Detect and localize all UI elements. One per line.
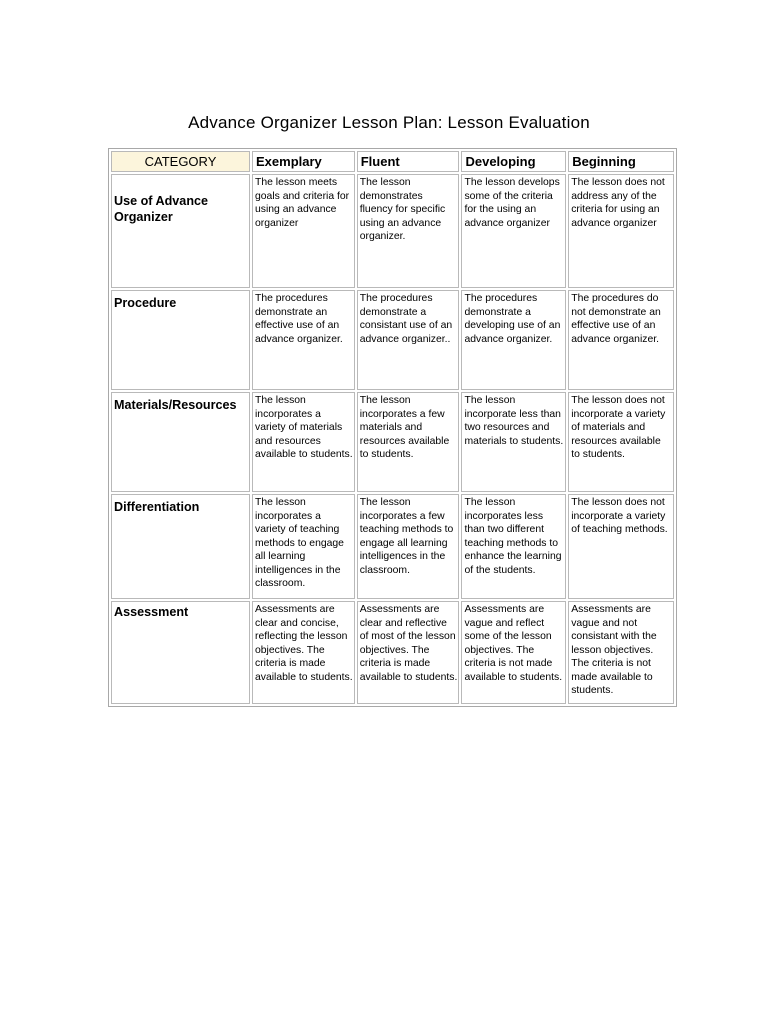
beginning-cell: The lesson does not address any of the criteria for using an advance organizer bbox=[568, 174, 674, 288]
criterion-cell: Materials/Resources bbox=[111, 392, 250, 492]
exemplary-cell: The lesson incorporates a variety of teaching methods to engage all learning intelligences in the classroom. bbox=[252, 494, 355, 599]
fluent-cell: The lesson demonstrates fluency for specific using an advance organizer. bbox=[357, 174, 460, 288]
developing-cell: The lesson develops some of the criteria for the using an advance organizer bbox=[461, 174, 566, 288]
criterion-cell: Differentiation bbox=[111, 494, 250, 599]
table-header-row bbox=[111, 151, 674, 172]
exemplary-cell: Assessments are clear and concise, reflecting the lesson objectives. The criteria is made available to students. bbox=[252, 601, 355, 704]
exemplary-cell: The procedures demonstrate an effective use of an advance organizer. bbox=[252, 290, 355, 390]
table-row bbox=[111, 392, 674, 492]
column-header-developing: Developing bbox=[461, 151, 566, 172]
table-row bbox=[111, 601, 674, 704]
beginning-cell: The lesson does not incorporate a variety of teaching methods. bbox=[568, 494, 674, 599]
criterion-cell: Use of Advance Organizer bbox=[111, 174, 250, 288]
fluent-cell: Assessments are clear and reflective of most of the lesson objectives. The criteria is made available to students. bbox=[357, 601, 460, 704]
column-header-fluent: Fluent bbox=[357, 151, 460, 172]
beginning-cell: The procedures do not demonstrate an effective use of an advance organizer. bbox=[568, 290, 674, 390]
table-row bbox=[111, 290, 674, 390]
exemplary-cell: The lesson incorporates a variety of materials and resources available to students. bbox=[252, 392, 355, 492]
table-row bbox=[111, 174, 674, 288]
column-header-beginning: Beginning bbox=[568, 151, 674, 172]
column-header-category: CATEGORY bbox=[111, 151, 250, 172]
fluent-cell: The lesson incorporates a few teaching methods to engage all learning intelligences in the classroom. bbox=[357, 494, 460, 599]
developing-cell: The lesson incorporate less than two resources and materials to students. bbox=[461, 392, 566, 492]
developing-cell: The procedures demonstrate a developing use of an advance organizer. bbox=[461, 290, 566, 390]
fluent-cell: The procedures demonstrate a consistant use of an advance organizer.. bbox=[357, 290, 460, 390]
developing-cell: Assessments are vague and reflect some of the lesson objectives. The criteria is not made available to students. bbox=[461, 601, 566, 704]
criterion-cell: Procedure bbox=[111, 290, 250, 390]
criterion-cell: Assessment bbox=[111, 601, 250, 704]
fluent-cell: The lesson incorporates a few materials and resources available to students. bbox=[357, 392, 460, 492]
rubric-table bbox=[108, 148, 677, 707]
developing-cell: The lesson incorporates less than two different teaching methods to enhance the learning of the students. bbox=[461, 494, 566, 599]
column-header-exemplary: Exemplary bbox=[252, 151, 355, 172]
beginning-cell: Assessments are vague and not consistant with the lesson objectives. The criteria is not made available to students. bbox=[568, 601, 674, 704]
page-title: Advance Organizer Lesson Plan: Lesson Evaluation bbox=[188, 113, 590, 132]
table-row bbox=[111, 494, 674, 599]
beginning-cell: The lesson does not incorporate a variety of materials and resources available to students. bbox=[568, 392, 674, 492]
exemplary-cell: The lesson meets goals and criteria for using an advance organizer bbox=[252, 174, 355, 288]
